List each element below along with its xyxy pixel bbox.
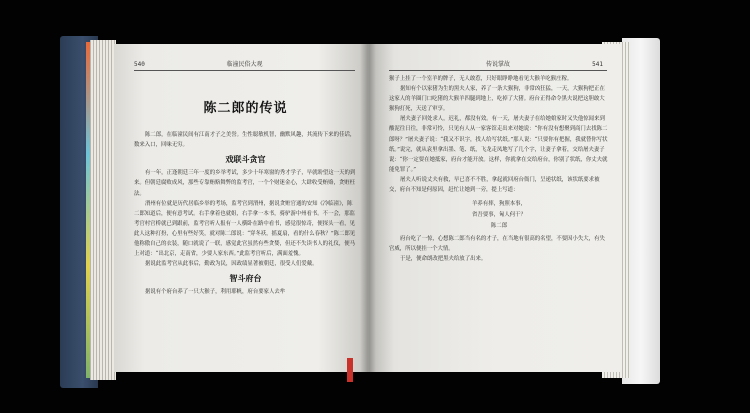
right-page-body — [389, 74, 609, 264]
paragraph: 屠夫人听说丈夫有救，早已喜不不胜，拿起就回府台衙门，呈递状纸，该状纸要求被交，府台不知是何原因，赶忙让她到一旁，提上写道： — [389, 176, 600, 194]
poem — [389, 199, 609, 232]
right-page — [369, 44, 621, 372]
open-book — [60, 36, 660, 386]
paragraph: 渭州有位就是历代居临乡举的考场，监考官到渭州，据说贪赃官通的安知《冷临潼》，陈二郎知道后，便有意考试。右手拿着也就姐，右手拿一本书，骑驴游中州看书。不一会，那监考官村官桥就已到跟前，监考官听人报有一人横卧在路中看书，感觉很惊奇，便探头一看，见此人这种打扮，心里有些好笑，就对陈二郎说：“穿冬袄，摇夏扇，看的什么春秋？”陈二郎见他称傲自己的衣装，随口就说了一联，感觉此官虽然有些贪婪，但还不失读书人的礼仪，便马上对道：“出北京，走南省，少要人家东西。”此监考官听后，满面羞愧。 — [134, 200, 356, 258]
paragraph: 于是，便命朗改把黑夫给放了出来。 — [400, 256, 487, 263]
paragraph: 猴子上挂了一个室羊的牌子，无人敢惹，只好眼睁睁地看见大猴羊吃猴庄稼。 — [389, 76, 573, 82]
left-page-number: 540 — [134, 61, 145, 68]
paragraph: 屠夫妻子回处求人，迟礼，都没有效。有一天，屠夫妻子在给她娘家时又失他惊闻来到酸泥往日往，非常可怜，只见有人从一家客馆走出来对她说：“你有没有想聚到商门去找陈二郎呀？”屠夫妻子说：“我又不识字，找人给写状纸。”那人说：“只要你有把握，我就替你写状纸。”说完，就从袁里拿出墨、笔、纸，飞龙走凤地写了几个字，让妻子拿着，交给屠夫妻子说：“你一定要在她抵家，府台才能开放。这样，你就拿在交给府台，你别了状纸，你丈夫就能免罪了。” — [389, 116, 608, 173]
chapter-title: 陈二郎的传说 — [203, 101, 288, 116]
paragraph: 据知有个以家猪为生的黑夫人家，养了一条大猴狗，非常凶狂猛，一天，大猴狗把正在这家人的羊圈门口吃猪的大猴羊四腿到地上，吃掉了大猪。府台正得命令黑夫说把这胆敢大猴狗打死，天送了审享。 — [389, 86, 605, 113]
paragraph: 据说有个府台养了一只大猴子，利用耶帆，府台要家人去牟 — [145, 289, 286, 296]
left-running-title: 临潼民俗大观 — [226, 61, 263, 68]
poem-line: 羊养有摔，狗照本事， — [472, 201, 526, 208]
paragraph: 据说此监考官从此事后，勤政为民，因政绩显著被朝廷，很受人们爱戴。 — [145, 261, 318, 268]
bookmark-ribbon — [347, 358, 353, 382]
right-running-title: 传说掌故 — [485, 61, 511, 68]
left-page-header — [134, 58, 355, 71]
right-page-number: 541 — [592, 61, 603, 68]
paragraph: 有一年，正逢朝廷三年一度的乡举考试，多少十年寒窗的秀才学子，早就盼望这一天的到来。但朝廷腐败成风，那些专靠贿赂舞弊的监考官，一个个财迷金心，大肆收受贿赂，贪赃枉法。 — [134, 170, 356, 197]
poem-line: 省吾要事，匈人何干？ — [472, 212, 526, 219]
paragraph: 府台吃了一惊，心想陈二郎当有名的才子，在当地有很高的名望，不要因小失大，有失官威，所以便挂一个大情。 — [389, 236, 605, 253]
section-title-1: 戏联斗贪官 — [225, 154, 266, 165]
left-page-body — [134, 78, 357, 298]
book-gutter — [360, 44, 376, 372]
page-stack-left — [90, 40, 116, 380]
poem-signature: 陈二郎 — [490, 223, 508, 230]
left-page — [114, 44, 369, 372]
intro-paragraph: 陈二郎，在临潼民间有江南才子之美誉。生性聪敏机智，幽默风趣，其流传下来的佳话，数来入口，回味无穷。 — [134, 132, 356, 149]
section-title-2: 智斗府台 — [229, 273, 262, 284]
right-page-header — [389, 58, 607, 71]
